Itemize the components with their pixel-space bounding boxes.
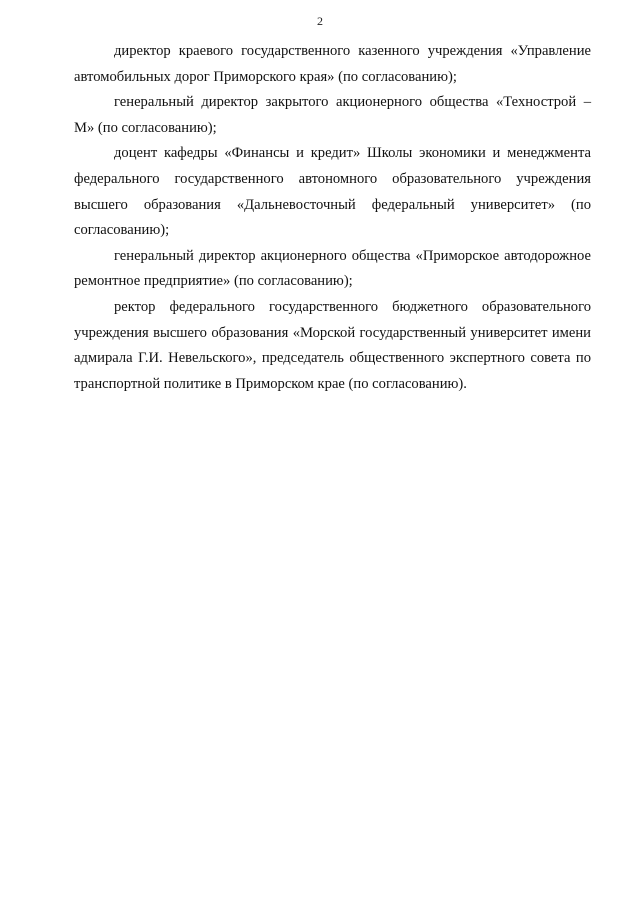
paragraph-1: директор краевого государственного казенного учреждения «Управление автомобильных дорог Приморского края» (по согласованию); bbox=[74, 43, 591, 85]
document-body bbox=[74, 39, 591, 397]
paragraph-4: генеральный директор акционерного общества «Приморское автодорожное ремонтное предприятие» (по согласованию); bbox=[74, 247, 591, 290]
paragraph-3: доцент кафедры «Финансы и кредит» Школы экономики и менеджмента федерального государственного автономного образовательного учреждения высшего образования «Дальневосточный федеральный университет» (по согласованию); bbox=[74, 145, 591, 239]
page-number: 2 bbox=[317, 14, 323, 28]
paragraph-5: ректор федерального государственного бюджетного образовательного учреждения высшего образования «Морской государственный университет имени адмирала Г.И. Невельского», председатель общественного экспертного совета по транспортной политике в Приморском крае (по согласованию). bbox=[74, 298, 591, 392]
paragraph-2: генеральный директор закрытого акционерного общества «Технострой – М» (по согласованию); bbox=[74, 94, 591, 136]
